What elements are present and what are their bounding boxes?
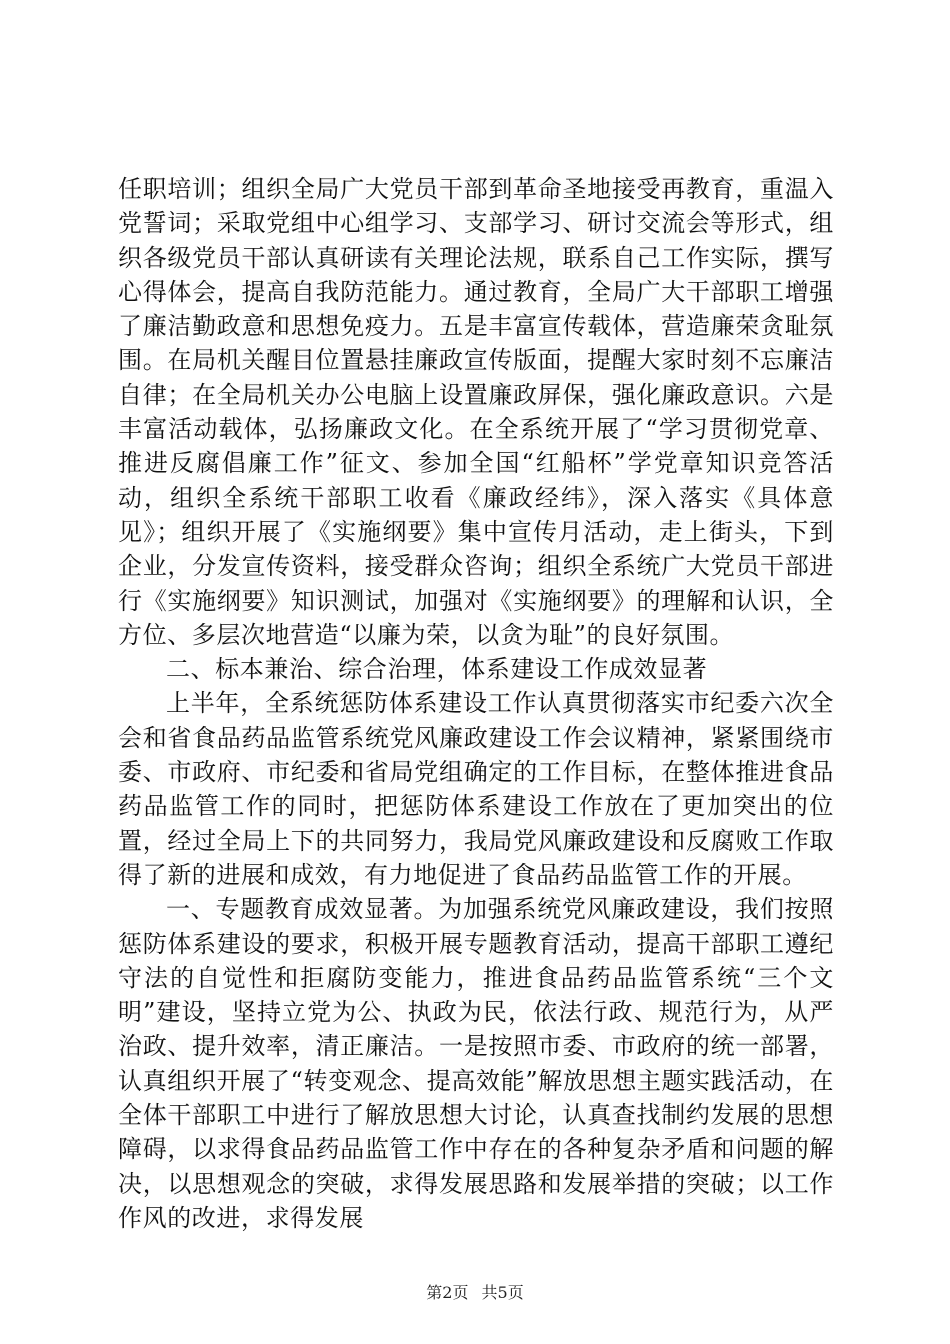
paragraph-topic-education: 一、专题教育成效显著。为加强系统党风廉政建设，我们按照惩防体系建设的要求，积极开展专题教育活动，提高干部职工遵纪守法的自觉性和拒腐防变能力，推进食品药品监管系统“三个文明”建设，坚持立党为公、执政为民，依法行政、规范行为，从严治政、提升效率，清正廉洁。一是按照市委、市政府的统一部署，认真组织开展了“转变观念、提高效能”解放思想主题实践活动，在全体干部职工中进行了解放思想大讨论，认真查找制约发展的思想障碍，以求得食品药品监管工作中存在的各种复杂矛盾和问题的解决，以思想观念的突破，求得发展思路和发展举措的突破；以工作作风的改进，求得发展 xyxy=(118,895,834,1232)
document-body xyxy=(118,172,834,1235)
page-number-current: 第2页 xyxy=(426,1283,469,1302)
page-footer xyxy=(0,1283,950,1303)
paragraph-summary: 上半年，全系统惩防体系建设工作认真贯彻落实市纪委六次全会和省食品药品监管系统党风廉政建设工作会议精神，紧紧围绕市委、市政府、市纪委和省局党组确定的工作目标，在整体推进食品药品监管工作的同时，把惩防体系建设工作放在了更加突出的位置，经过全局上下的共同努力，我局党风廉政建设和反腐败工作取得了新的进展和成效，有力地促进了食品药品监管工作的开展。 xyxy=(118,689,834,889)
section-heading: 二、标本兼治、综合治理，体系建设工作成效显著 xyxy=(166,655,708,684)
paragraph-continuation: 任职培训；组织全局广大党员干部到革命圣地接受再教育，重温入党誓词；采取党组中心组学习、支部学习、研讨交流会等形式，组织各级党员干部认真研读有关理论法规，联系自己工作实际，撰写心得体会，提高自我防范能力。通过教育，全局广大干部职工增强了廉洁勤政意和思想免疫力。五是丰富宣传载体，营造廉荣贪耻氛围。在局机关醒目位置悬挂廉政宣传版面，提醒大家时刻不忘廉洁自律；在全局机关办公电脑上设置廉政屏保，强化廉政意识。六是丰富活动载体，弘扬廉政文化。在全系统开展了“学习贯彻党章、推进反腐倡廉工作”征文、参加全国“红船杯”学党章知识竞答活动，组织全系统干部职工收看《廉政经纬》，深入落实《具体意见》；组织开展了《实施纲要》集中宣传月活动，走上街头，下到企业，分发宣传资料，接受群众咨询；组织全系统广大党员干部进行《实施纲要》知识测试，加强对《实施纲要》的理解和认识，全方位、多层次地营造“以廉为荣，以贪为耻”的良好氛围。 xyxy=(118,175,834,649)
page-number-total: 共5页 xyxy=(481,1283,524,1302)
